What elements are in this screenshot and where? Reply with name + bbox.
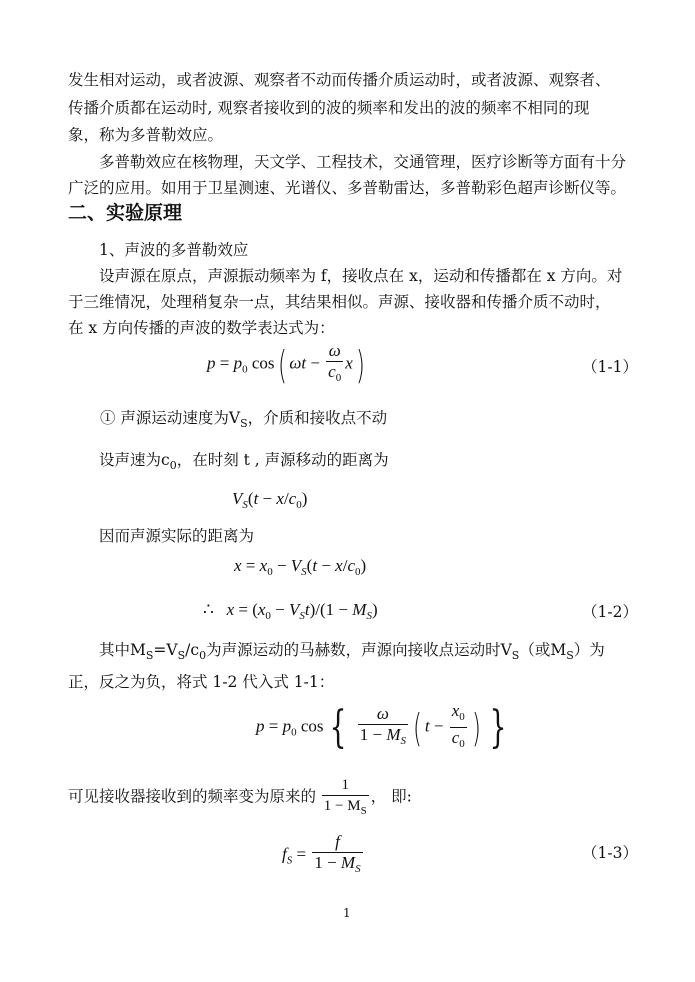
sound-speed-text: 设声速为$c_0$，在时刻 t , 声源移动的距离为 (99, 451, 389, 472)
equation-number-1-2: （1-2） (582, 603, 638, 621)
intro-line-1: 发生相对运动，或者波源、观察者不动而传播介质运动时，或者波源、观察者、 (68, 71, 611, 89)
page-number: 1 (343, 906, 351, 920)
section-heading: 二、实验原理 (68, 202, 183, 224)
frequency-ratio-text: 可见接收器接收到的频率变为原来的 $\frac{1}{1 - M_S}$ ， 即: (68, 777, 412, 817)
apps-line-1: 多普勒效应在核物理，天文学、工程技术，交通管理，医疗诊断等方面有十分 (99, 153, 627, 171)
equation-number-1-1: （1-1） (582, 358, 638, 376)
therefore-symbol: ∴ (203, 600, 214, 619)
setup-line-1: 设声源在原点，声源振动频率为 f，接收点在 x，运动和传播都在 x 方向。对 (99, 267, 623, 285)
intro-line-2: 传播介质都在运动时, 观察者接收到的波的频率和发出的波的频率不相同的现 (68, 99, 590, 117)
equation-number-1-3: （1-3） (582, 844, 638, 862)
equation-1-1: $p = p_0$ cos( ωt − $\frac{\omega}{c_0}$ x) (207, 341, 365, 387)
setup-line-3: 在 x 方向传播的声波的数学表达式为： (68, 319, 335, 337)
equation-1-3: $f_S$ = $\frac{f}{1 - M_S}$ (282, 832, 361, 875)
case-1-text: ① 声源运动速度为$V_S$，介质和接收点不动 (100, 409, 388, 430)
actual-distance-text: 因而声源实际的距离为 (99, 527, 255, 545)
intro-line-3: 象，称为多普勒效应。 (68, 126, 224, 144)
mach-line-1: 其中$M_S=V_S/c_0$为声源运动的马赫数，声源向接收点运动时$V_S$（或$M_S$）为 (99, 641, 605, 662)
equation-distance: $x = x_0 - V_S(t - x/c_0)$ (234, 556, 367, 578)
equation-1-2: ∴ $x = (x_0 - V_St)/(1 - M_S)$ (203, 600, 378, 622)
source-displacement-expression: $V_S(t - x/c_0)$ (232, 489, 308, 511)
setup-line-2: 于三维情况，处理稍复杂一点，其结果相似。声源、接收器和传播介质不动时， (68, 293, 611, 311)
equation-moving-source: $p = p_0$ cos { $\frac{\omega}{1 - M_S}$ ( t − $\frac{x_0}{c_0}$ ) } (256, 701, 506, 753)
subsection-title: 1、声波的多普勒效应 (99, 241, 249, 259)
apps-line-2: 广泛的应用。如用于卫星测速、光谱仪、多普勒雷达，多普勒彩色超声诊断仪等。 (68, 179, 627, 197)
mach-line-2: 正，反之为负，将式 1-2 代入式 1-1： (68, 673, 335, 691)
